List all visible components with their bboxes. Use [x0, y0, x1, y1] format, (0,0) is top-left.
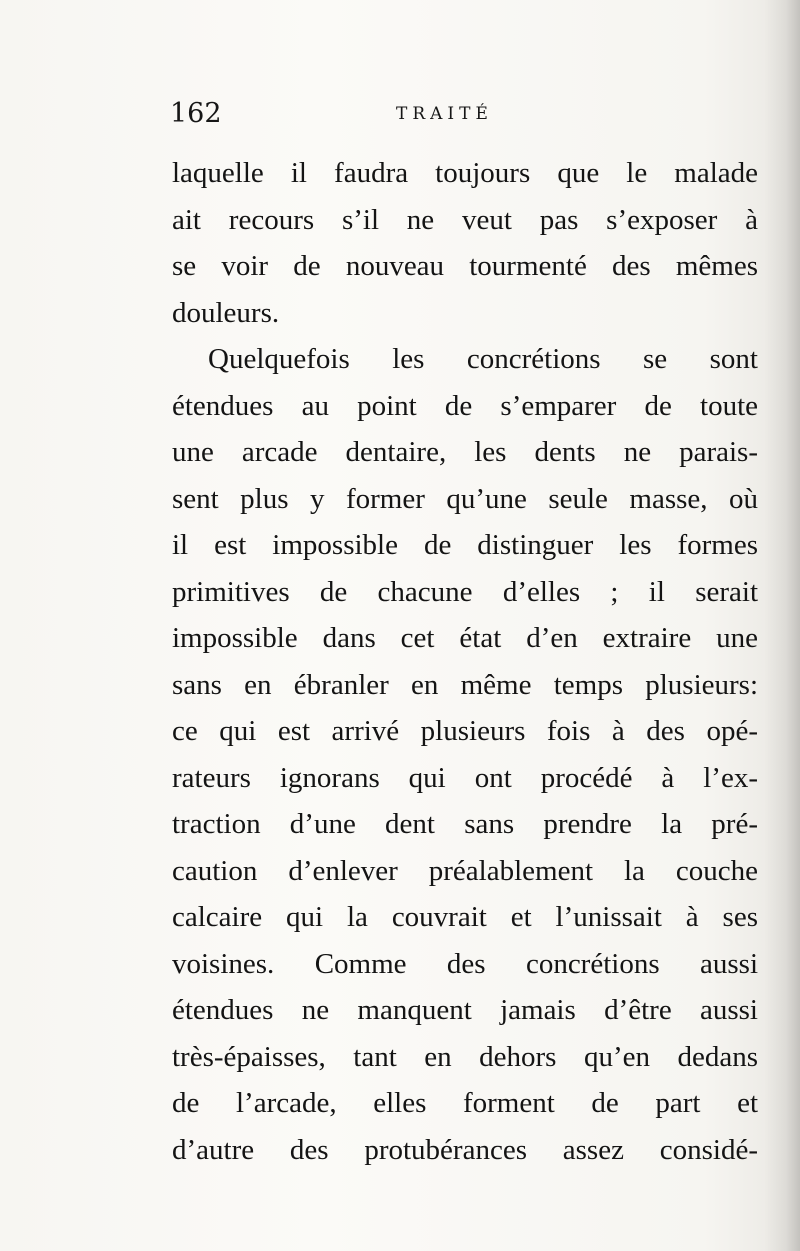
paragraph-first-line: Quelquefois les concrétions se sont: [208, 343, 758, 375]
text-line: ait recours s’il ne veut pas s’exposer à: [172, 203, 758, 236]
text-line: se voir de nouveau tourmenté des mêmes: [172, 250, 758, 282]
text-line: traction d’une dent sans prendre la pré-: [172, 808, 758, 840]
text-line: impossible dans cet état d’en extraire une: [172, 622, 758, 654]
text-line: primitives de chacune d’elles ; il serait: [172, 575, 758, 608]
page-header: [170, 98, 760, 138]
text-line: sans en ébranler en même temps plusieurs:: [172, 668, 758, 701]
text-line: rateurs ignorans qui ont procédé à l’ex-: [172, 761, 758, 794]
text-line: voisines. Comme des concrétions aussi: [172, 947, 758, 980]
text-line: très-épaisses, tant en dehors qu’en dedans: [172, 1040, 758, 1073]
text-line: sent plus y former qu’une seule masse, où: [172, 482, 758, 515]
text-line: laquelle il faudra toujours que le malade: [172, 157, 758, 189]
text-line: ce qui est arrivé plusieurs fois à des opé-: [172, 715, 758, 747]
text-line: étendues au point de s’emparer de toute: [172, 389, 758, 422]
text-line: étendues ne manquent jamais d’être aussi: [172, 994, 758, 1026]
running-head: TRAITÉ: [396, 104, 493, 124]
text-line: une arcade dentaire, les dents ne parais-: [172, 436, 758, 468]
text-line: caution d’enlever préalablement la couche: [172, 854, 758, 887]
text-line: il est impossible de distinguer les formes: [172, 529, 758, 561]
body-text: [172, 150, 758, 1173]
text-line: de l’arcade, elles forment de part et: [172, 1087, 758, 1119]
text-line: d’autre des protubérances assez considé-: [172, 1133, 758, 1166]
page-edge-shadow: [764, 0, 800, 1251]
text-line: calcaire qui la couvrait et l’unissait à ses: [172, 901, 758, 933]
text-line: douleurs.: [172, 296, 280, 329]
page-number: 162: [170, 98, 222, 129]
